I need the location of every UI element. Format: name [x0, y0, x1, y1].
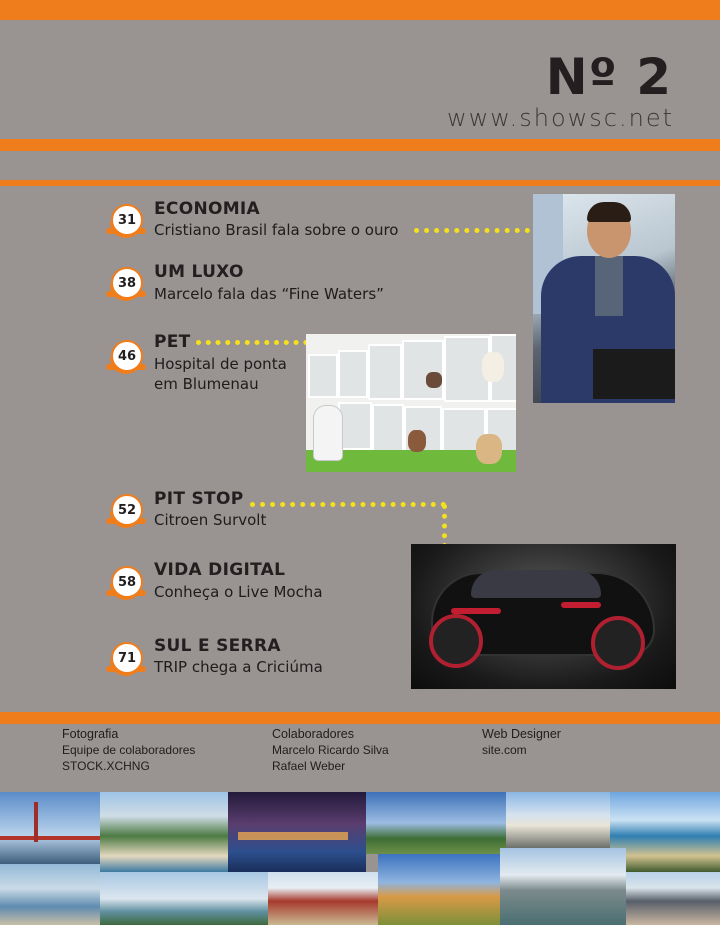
photo-economia-man-in-suit[interactable] — [533, 194, 675, 403]
dot-leader-pit-stop-vertical — [442, 504, 447, 548]
credits-fotografia-line: Equipe de colaboradores — [62, 743, 196, 757]
section-title-pit-stop[interactable]: PIT STOP — [154, 489, 244, 509]
section-desc-pet-line2: em Blumenau — [154, 375, 259, 393]
orange-divider-bottom — [0, 712, 720, 724]
collage-city-river-photo — [500, 848, 626, 925]
dot-leader-pit-stop — [250, 502, 446, 507]
section-title-pet[interactable]: PET — [154, 332, 191, 352]
credits-web-designer-heading: Web Designer — [482, 727, 561, 741]
orange-divider-thick — [0, 139, 720, 151]
credits-fotografia — [62, 726, 195, 774]
section-desc-economia: Cristiano Brasil fala sobre o ouro — [154, 221, 399, 239]
credits-colaboradores-line: Marcelo Ricardo Silva — [272, 743, 389, 757]
section-desc-pet-line1: Hospital de ponta — [154, 355, 287, 373]
credits-colaboradores-heading: Colaboradores — [272, 727, 354, 741]
collage-skyline-photo — [626, 872, 720, 925]
collage-green-landscape-photo — [366, 792, 506, 854]
section-desc-um-luxo: Marcelo fala das “Fine Waters” — [154, 285, 384, 303]
photo-collage-santa-catarina — [0, 792, 720, 925]
page-badge-52[interactable]: 52 — [108, 494, 144, 532]
collage-beach-photo — [100, 792, 228, 872]
page-badge-31[interactable]: 31 — [108, 204, 144, 242]
page-badge-38[interactable]: 38 — [108, 267, 144, 305]
issue-number: Nº 2 — [545, 48, 672, 106]
section-desc-pit-stop: Citroen Survolt — [154, 511, 267, 529]
page-badge-58[interactable]: 58 — [108, 566, 144, 604]
dot-leader-economia — [414, 228, 540, 233]
section-title-vida-digital[interactable]: VIDA DIGITAL — [154, 560, 286, 580]
collage-red-roof-photo — [268, 872, 378, 925]
orange-divider-thin — [0, 180, 720, 186]
site-url[interactable]: www.showsc.net — [446, 104, 674, 132]
collage-night-festival-photo — [228, 792, 366, 872]
section-title-economia[interactable]: ECONOMIA — [154, 199, 261, 219]
collage-bay-photo — [100, 872, 268, 925]
section-title-um-luxo[interactable]: UM LUXO — [154, 262, 244, 282]
section-desc-vida-digital: Conheça o Live Mocha — [154, 583, 323, 601]
photo-citroen-survolt-car[interactable] — [411, 544, 676, 689]
section-title-sul-e-serra[interactable]: SUL E SERRA — [154, 636, 281, 656]
credits-colaboradores-line: Rafael Weber — [272, 759, 346, 773]
section-desc-sul-e-serra: TRIP chega a Criciúma — [154, 658, 323, 676]
page-badge-71[interactable]: 71 — [108, 642, 144, 680]
credits-fotografia-line: STOCK.XCHNG — [62, 759, 150, 773]
credits-web-designer — [482, 726, 561, 758]
credits-fotografia-heading: Fotografia — [62, 727, 119, 741]
collage-building-photo — [506, 792, 610, 848]
collage-coast-photo — [610, 792, 720, 872]
credits-web-designer-link[interactable]: site.com — [482, 743, 527, 757]
collage-castle-photo — [378, 854, 500, 925]
page-badge-46[interactable]: 46 — [108, 340, 144, 378]
collage-bridge-photo — [0, 792, 100, 864]
top-orange-bar — [0, 0, 720, 20]
collage-sea-photo — [0, 864, 100, 925]
photo-pet-hospital-kennels[interactable] — [306, 334, 516, 472]
credits-colaboradores — [272, 726, 389, 774]
